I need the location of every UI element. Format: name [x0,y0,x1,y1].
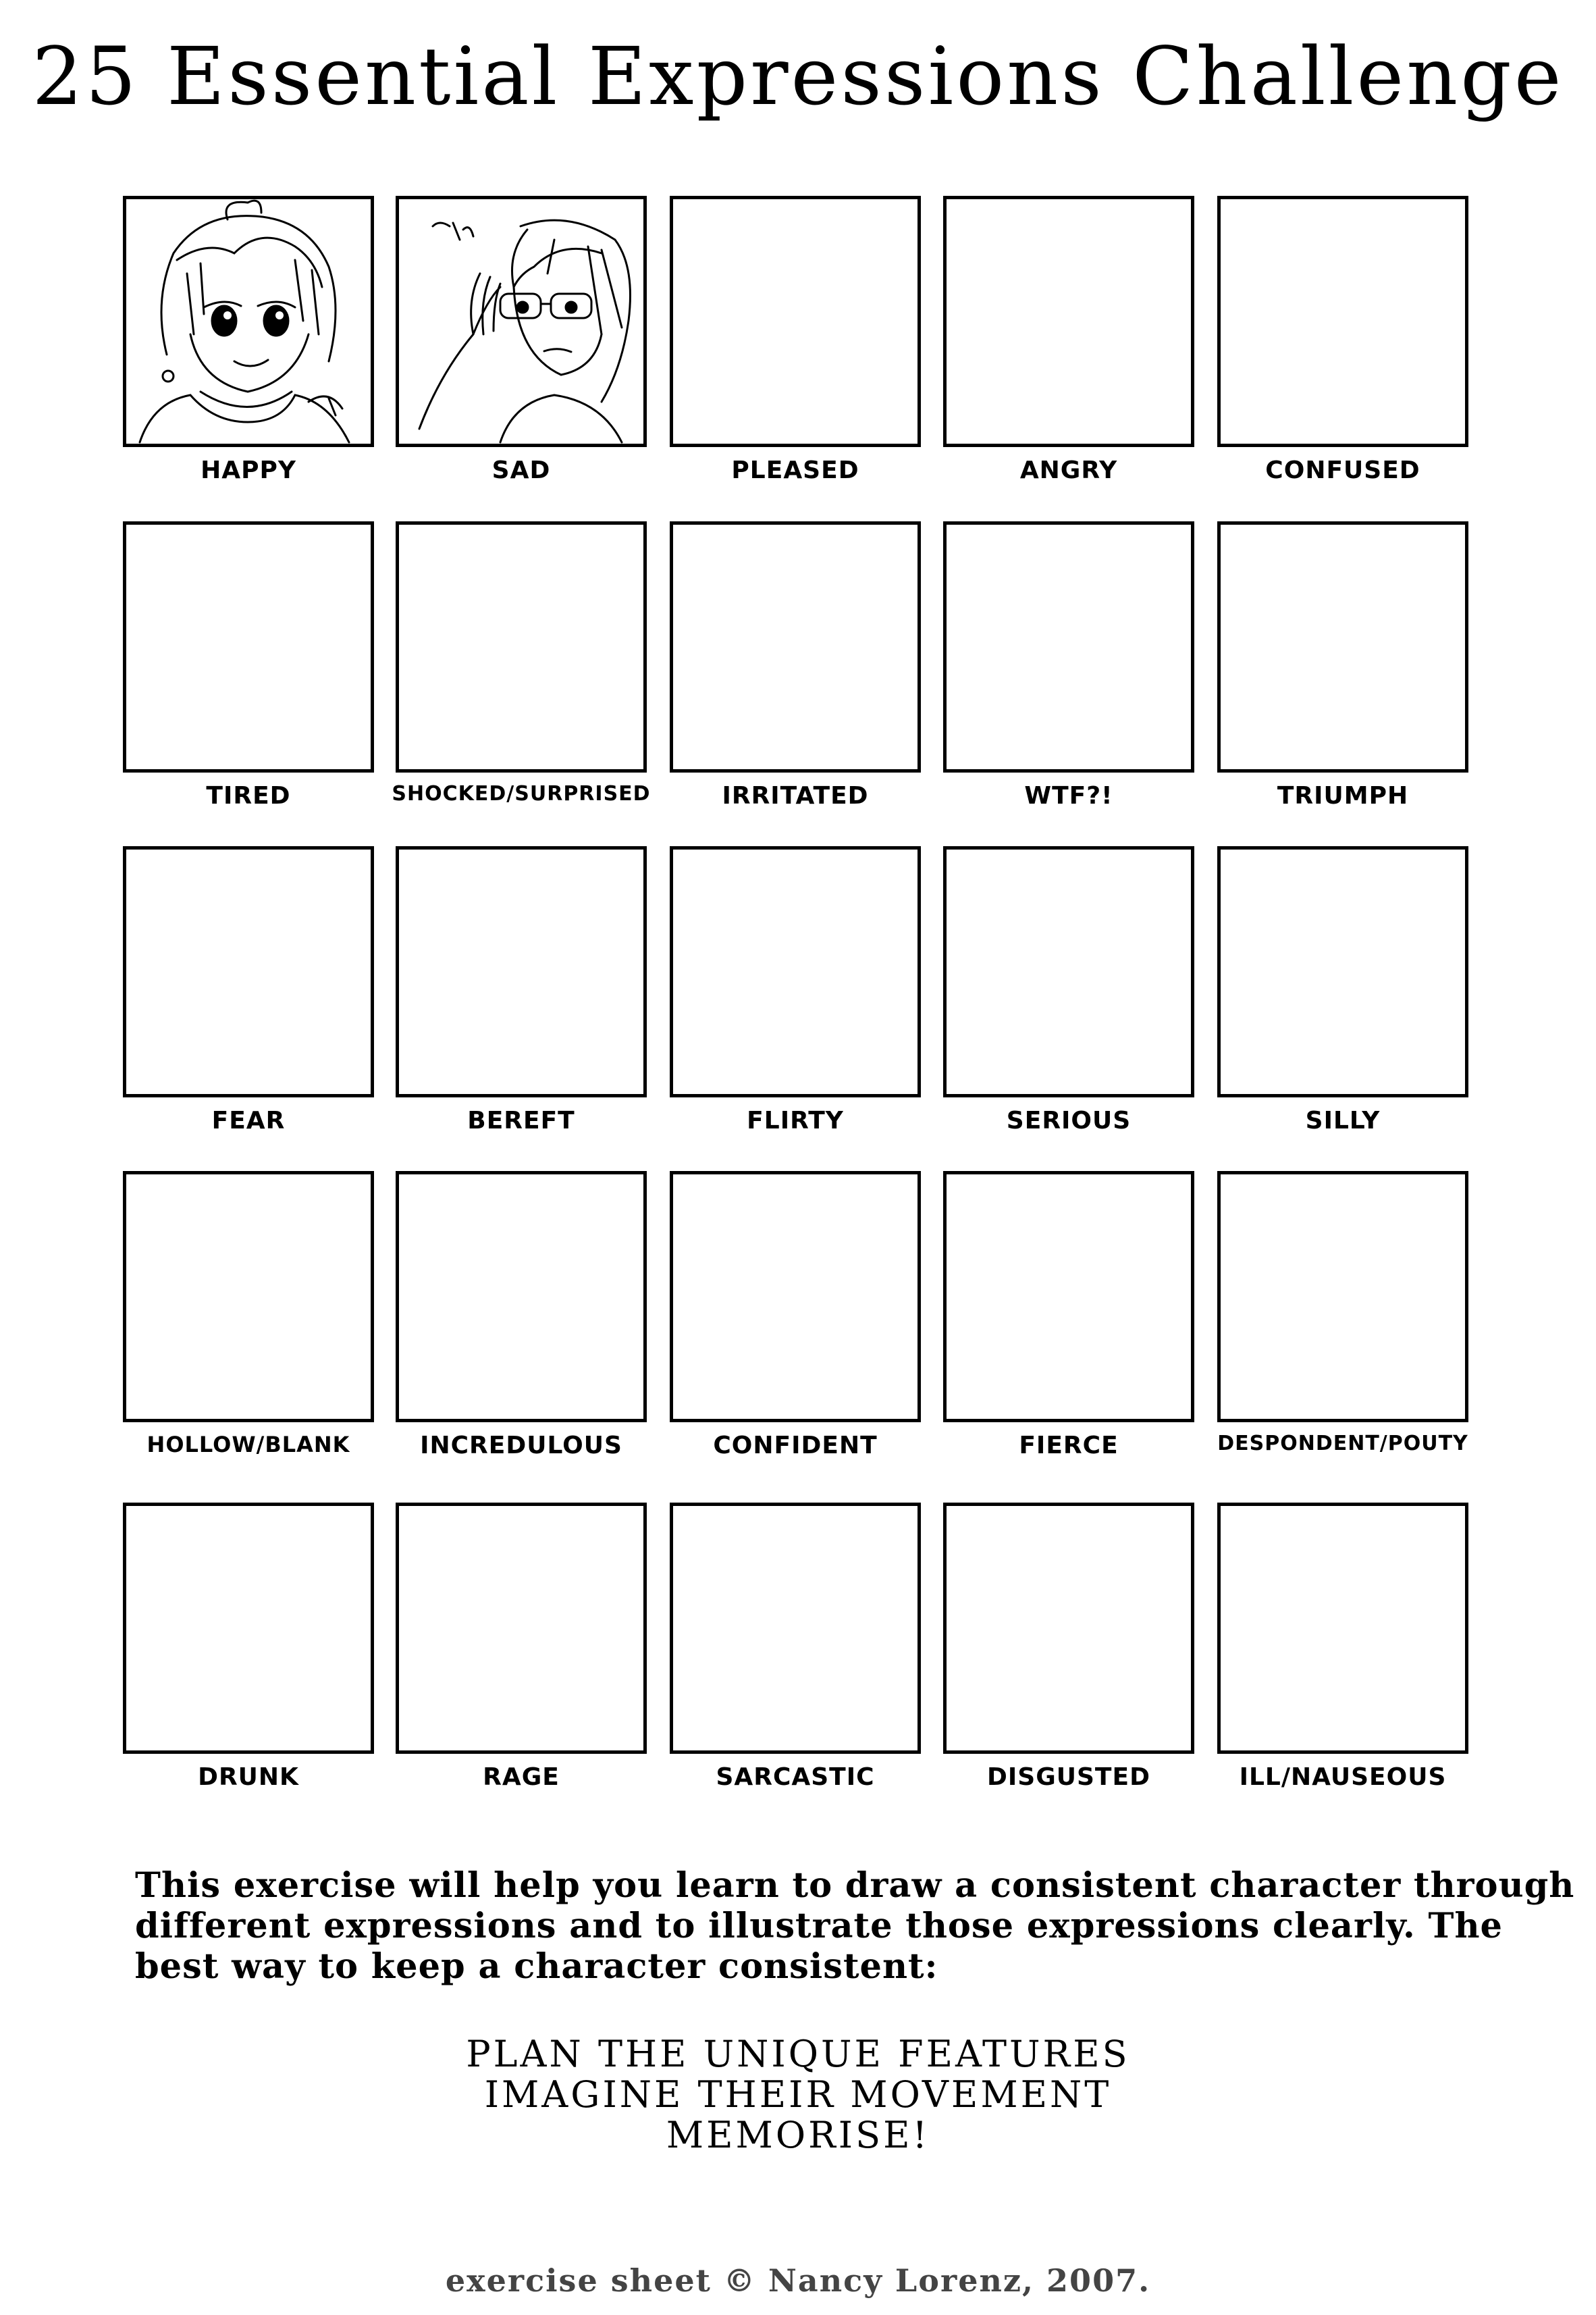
expression-label-serious: SERIOUS [1006,1107,1132,1135]
expression-label-incredulous: INCREDULOUS [420,1432,622,1459]
drawing-box-confused [1217,196,1468,447]
expression-label-hollow-blank: HOLLOW/BLANK [147,1432,350,1457]
drawing-box-incredulous [396,1171,647,1422]
intro-line: best way to keep a character consistent: [135,1946,938,1987]
expression-label-silly: SILLY [1305,1107,1381,1135]
drawing-box-rage [396,1503,647,1754]
expression-label-shocked-surprised: SHOCKED/SURPRISED [392,782,651,806]
motto-line-imagine: IMAGINE THEIR MOVEMENT [484,2073,1112,2116]
drawing-box-triumph [1217,521,1468,773]
drawing-box-despondent-pouty [1217,1171,1468,1422]
expression-label-confident: CONFIDENT [713,1432,878,1459]
expression-label-tired: TIRED [206,782,291,810]
expression-label-happy: HAPPY [201,457,296,484]
expression-label-irritated: IRRITATED [722,782,869,810]
drawing-box-fear [123,846,374,1097]
drawing-box-drunk [123,1503,374,1754]
intro-line: different expressions and to illustrate those expressions clearly. The [135,1906,1503,1946]
expression-label-sad: SAD [491,457,551,484]
expression-label-triumph: TRIUMPH [1277,782,1409,810]
drawing-box-flirty [670,846,921,1097]
drawing-box-shocked-surprised [396,521,647,773]
drawing-box-serious [943,846,1194,1097]
expression-label-wtf: WTF?! [1024,782,1113,810]
drawing-box-irritated [670,521,921,773]
drawing-box-confident [670,1171,921,1422]
expression-label-confused: CONFUSED [1265,457,1420,484]
expression-label-angry: ANGRY [1019,457,1118,484]
intro-paragraph [135,1865,1575,1987]
drawing-box-silly [1217,846,1468,1097]
drawing-box-tired [123,521,374,773]
expression-label-disgusted: DISGUSTED [987,1763,1150,1791]
copyright-credit: exercise sheet © Nancy Lorenz, 2007. [445,2262,1151,2299]
expression-label-ill-nauseous: ILL/NAUSEOUS [1239,1763,1447,1791]
drawing-box-bereft [396,846,647,1097]
drawing-box-disgusted [943,1503,1194,1754]
expression-label-pleased: PLEASED [731,457,859,484]
sad-glasses-sketch-icon [399,199,643,444]
expression-label-sarcastic: SARCASTIC [716,1763,875,1791]
page-title: 25 Essential Expressions Challenge [32,30,1564,123]
expression-label-drunk: DRUNK [198,1763,299,1791]
drawing-box-hollow-blank [123,1171,374,1422]
drawing-box-pleased [670,196,921,447]
intro-line: This exercise will help you learn to draw a consistent character through [135,1865,1575,1906]
expression-label-bereft: BEREFT [467,1107,575,1135]
drawing-box-fierce [943,1171,1194,1422]
drawing-box-happy [123,196,374,447]
drawing-box-sarcastic [670,1503,921,1754]
drawing-box-angry [943,196,1194,447]
expression-label-flirty: FLIRTY [747,1107,844,1135]
drawing-box-ill-nauseous [1217,1503,1468,1754]
motto-line-memorise: MEMORISE! [666,2114,930,2156]
expression-label-fear: FEAR [211,1107,286,1135]
motto-line-plan: PLAN THE UNIQUE FEATURES [466,2033,1130,2075]
expression-label-despondent-pouty: DESPONDENT/POUTY [1217,1432,1468,1455]
happy-girl-sketch-icon [126,199,371,444]
expression-label-fierce: FIERCE [1019,1432,1119,1459]
expression-label-rage: RAGE [483,1763,560,1791]
drawing-box-wtf [943,521,1194,773]
drawing-box-sad [396,196,647,447]
